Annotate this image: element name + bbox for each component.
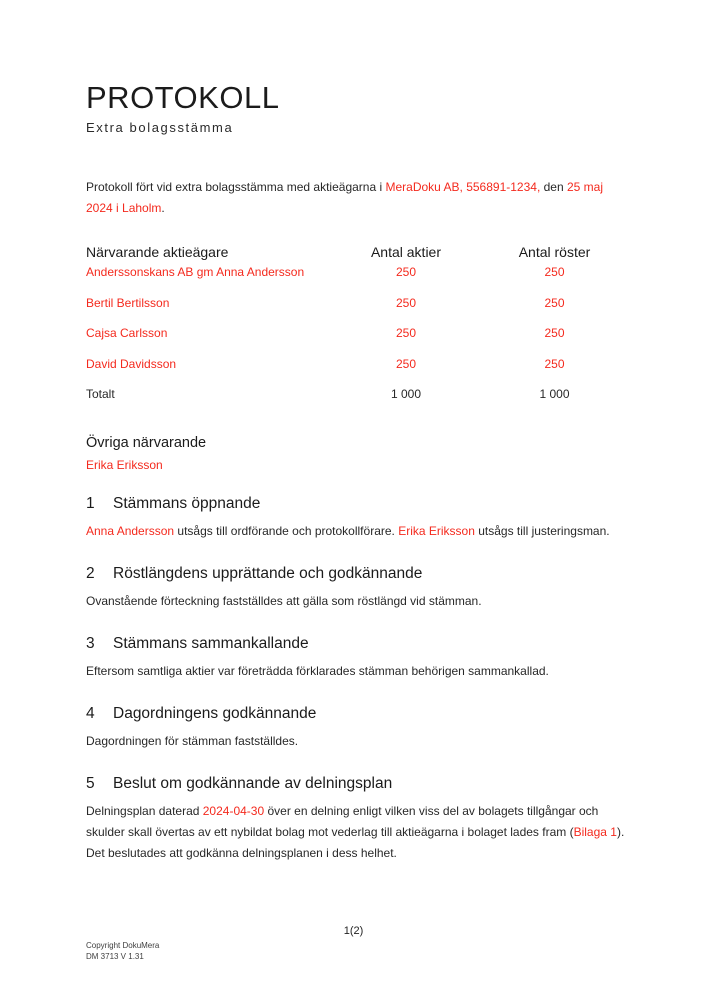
section-heading-row bbox=[86, 494, 633, 514]
section-heading: Stämmans öppnande bbox=[113, 495, 261, 512]
text-run: Delningsplan daterad bbox=[86, 804, 203, 818]
section-body bbox=[86, 591, 633, 612]
table-row bbox=[86, 266, 633, 279]
text-run: Eftersom samtliga aktier var företrädda förklarades stämman behörigen sammankallad. bbox=[86, 664, 549, 678]
section-number: 1 bbox=[86, 495, 95, 512]
section-heading: Stämmans sammankallande bbox=[113, 635, 309, 652]
text-run: Ovanstående förteckning fastställdes att gälla som röstlängd vid stämman. bbox=[86, 594, 482, 608]
votes-cell: 250 bbox=[544, 265, 565, 279]
attendee-name-cell: Anderssonskans AB gm Anna Andersson bbox=[86, 265, 305, 279]
text-run: utsågs till justeringsman. bbox=[474, 524, 610, 538]
attendees-rows bbox=[86, 266, 633, 401]
footer-copyright-line2: DM 3713 V 1.31 bbox=[86, 952, 144, 961]
footer-copyright bbox=[86, 940, 159, 962]
section-heading: Beslut om godkännande av delningsplan bbox=[113, 775, 393, 792]
text-run: 556891-1234, bbox=[466, 180, 541, 194]
section bbox=[86, 704, 633, 752]
column-header-votes: Antal röster bbox=[518, 244, 591, 260]
page-title: PROTOKOLL bbox=[86, 80, 280, 115]
section-heading: Dagordningens godkännande bbox=[113, 705, 317, 722]
section bbox=[86, 494, 633, 542]
table-row bbox=[86, 358, 633, 371]
attendee-name-cell: Cajsa Carlsson bbox=[86, 326, 168, 340]
attendee-name-cell: David Davidsson bbox=[86, 356, 177, 371]
table-row bbox=[86, 297, 633, 310]
shares-cell: 250 bbox=[395, 265, 417, 279]
footer-page-number: 1(2) bbox=[343, 925, 364, 937]
votes-cell: 250 bbox=[544, 356, 565, 371]
shares-cell: 250 bbox=[395, 326, 417, 340]
column-header-shares: Antal aktier bbox=[370, 244, 442, 260]
section-body bbox=[86, 801, 633, 864]
sections bbox=[86, 494, 633, 864]
attendees-table bbox=[86, 243, 633, 401]
votes-cell: 1 000 bbox=[539, 387, 570, 401]
text-run: Anna Andersson bbox=[86, 524, 175, 538]
section bbox=[86, 774, 633, 864]
table-row bbox=[86, 388, 633, 401]
section-heading-row bbox=[86, 634, 633, 654]
shares-cell: 1 000 bbox=[390, 387, 422, 401]
section-number: 2 bbox=[86, 565, 95, 582]
shares-cell: 250 bbox=[395, 295, 417, 310]
intro-paragraph bbox=[86, 177, 633, 219]
table-header-row bbox=[86, 243, 633, 261]
others-present-name: Erika Eriksson bbox=[86, 458, 163, 472]
text-run: Erika Eriksson bbox=[398, 524, 475, 538]
others-present bbox=[86, 434, 633, 472]
footer-copyright-line1: Copyright DokuMera bbox=[86, 941, 160, 950]
section bbox=[86, 564, 633, 612]
section-heading-row bbox=[86, 774, 633, 794]
attendee-name-cell: Bertil Bertilsson bbox=[86, 295, 170, 310]
section bbox=[86, 634, 633, 682]
section-body bbox=[86, 731, 633, 752]
section-number: 4 bbox=[86, 705, 95, 722]
section-heading: Röstlängdens upprättande och godkännande bbox=[113, 565, 423, 582]
text-run: 25 maj 2024 i Laholm bbox=[86, 180, 604, 215]
text-run: den bbox=[540, 180, 567, 194]
votes-cell: 250 bbox=[544, 326, 565, 340]
votes-cell: 250 bbox=[544, 295, 565, 310]
column-header-attendees: Närvarande aktieägare bbox=[86, 244, 229, 260]
text-run: Bilaga 1 bbox=[573, 825, 617, 839]
shares-cell: 250 bbox=[395, 356, 417, 371]
section-heading-row bbox=[86, 704, 633, 724]
text-run: 2024-04-30 bbox=[202, 804, 265, 818]
others-present-heading: Övriga närvarande bbox=[86, 435, 207, 451]
text-run: MeraDoku AB, bbox=[385, 180, 463, 194]
text-run: . bbox=[161, 201, 165, 215]
section-body bbox=[86, 521, 633, 542]
text-run: Dagordningen för stämman fastställdes. bbox=[86, 734, 299, 748]
text-run: Protokoll fört vid extra bolagsstämma med aktieägarna i bbox=[86, 180, 386, 194]
page-subtitle: Extra bolagsstämma bbox=[86, 120, 234, 135]
attendee-name-cell: Totalt bbox=[86, 387, 115, 401]
text-run: ). Det beslutades att godkänna delningsplanen i dess helhet. bbox=[86, 825, 625, 860]
section-heading-row bbox=[86, 564, 633, 584]
section-number: 5 bbox=[86, 775, 95, 792]
table-row bbox=[86, 327, 633, 340]
section-body bbox=[86, 661, 633, 682]
text-run: utsågs till ordförande och protokollförare. bbox=[174, 524, 399, 538]
section-number: 3 bbox=[86, 635, 95, 652]
text-run: över en delning enligt vilken viss del av bolagets tillgångar och skulder skall övertas av ett nybildat bolag mot vederlag till aktieägarna i bolaget lades fram ( bbox=[86, 804, 599, 839]
